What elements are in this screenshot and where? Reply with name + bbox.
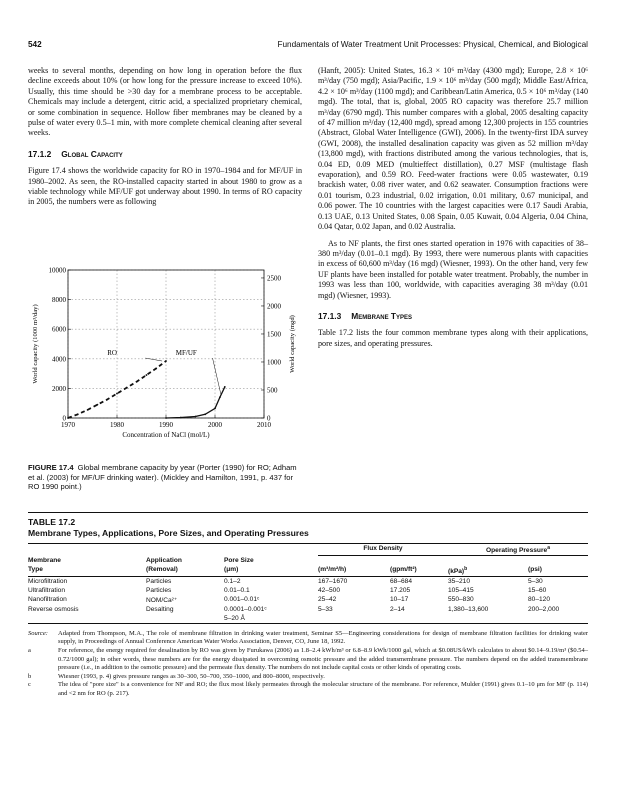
- table-row: Ultrafiltration Particles 0.01–0.1 42–500 17.205 105–415 15–60: [28, 586, 547, 594]
- data-point: [116, 393, 118, 395]
- right-paragraph-1: (Hanft, 2005): United States, 16.3 × 10⁶ m³/day (4300 mgd); Europe, 2.8 × 10⁶ m³/day (750 mgd); Asia/Pacific, 1.9 × 10⁶ m³/day (500 mgd); Middle East/Africa, 4.2 × 10⁶ m³/day (1100 mgd); and Caribbean/Latin America, 0.5 × 10⁶ m³/day (140 mgd). The total, that is, global, 2005 RO capacity was therefore 25.7 million m³/day (6790 mgd). This number compares with a global, 2005 desalting capacity of 47 million m³/day (12,400 mgd), spread among 12,300 projects in 155 countries (Abstract, Global Water Intelligence (GWI), 2006). In the twenty-first IDA survey (GWI, 2008), the installed desalination capacity was given as 52 million m³/day (13,800 mgd), with fractions distributed among the various technologies, that is, 0.04 ED, 0.09 MED (multieffect distillation), 0.27 MSF (multistage flash evaporation), and 0.59 RO. Feed-water fractions were 0.05 wastewater, 0.19 brackish water, 0.08 river water, and 0.62 seawater. Consumption fractions were 0.01 tourism, 0.23 industrial, 0.02 irrigation, 0.01 military, 0.67 municipal, and 0.06 power. The 10 countries with the largest capacities were 0.17 Saudi Arabia, 0.13 UAE, 0.13 United States, 0.08 Spain, 0.05 Kuwait, 0.04 Algeria, 0.04 China, 0.04 Qatar, 0.02 Japan, and 0.02 Australia.: [318, 66, 588, 232]
- table-row: Nanofiltration NOM/Ca²⁺ 0.001–0.01ᶜ 25–42 10–17 550–830 80–120: [28, 595, 551, 604]
- y-axis-label-left: World capacity (1000 m³/day): [32, 304, 39, 384]
- col-header-type: Type: [28, 565, 43, 573]
- left-paragraph-1: weeks to several months, depending on how long in operation before the flux decline exceeds about 10% (or how long for the pressure increase to exceed 10%). Usually, this time should be >30 day for a membrane process to be acceptable. Chemicals may include a detergent, citric acid, a specialized proprietary chemical, or some combination in sequence. Hollow fiber membranes may be cleaned by a pulse of water every 0.5–1 min, with more complete chemical cleaning after several weeks.: [28, 66, 302, 138]
- y-tick-label-right: 2500: [267, 274, 281, 283]
- y-tick-label-left: 10000: [48, 266, 66, 275]
- col-header-removal: (Removal): [146, 565, 178, 573]
- data-point: [87, 409, 89, 411]
- y-tick-label-right: 0: [267, 414, 271, 423]
- table-note: b Wiesner (1993, p. 4) gives pressure ranges as 30–300, 50–700, 350–1000, and 800–8000, respectively.: [28, 672, 325, 680]
- table-label: TABLE 17.2: [28, 517, 76, 527]
- data-point: [204, 413, 206, 415]
- section-number: 17.1.3: [318, 310, 342, 321]
- section-title: Global Capacity: [61, 148, 123, 159]
- data-point: [136, 381, 138, 383]
- data-point: [97, 404, 99, 406]
- data-point: [214, 407, 216, 409]
- y-tick-label-right: 2000: [267, 302, 281, 311]
- col-header-kpa: (kPa)$^b$: [448, 565, 468, 575]
- data-point: [67, 417, 69, 419]
- section-title: Membrane Types: [351, 310, 413, 321]
- x-tick-label: 2000: [208, 421, 222, 429]
- figure-label: FIGURE 17.4: [28, 463, 74, 472]
- membrane-table: [28, 544, 588, 624]
- data-point: [195, 416, 197, 418]
- y-tick-label-left: 6000: [52, 325, 66, 334]
- col-header-flux-us: (gpm/ft²): [390, 565, 417, 573]
- data-point: [126, 387, 128, 389]
- section-number: 17.1.2: [28, 148, 52, 159]
- col-header-flux-si: (m³/m²/h): [318, 565, 347, 573]
- figure-caption: [28, 463, 302, 492]
- y-tick-label-left: 0: [62, 414, 66, 423]
- table-title: Membrane Types, Applications, Pore Sizes, and Operating Pressures: [28, 528, 309, 538]
- col-header-pore-unit: (μm): [224, 565, 239, 573]
- page-number: 542: [28, 40, 42, 49]
- col-header-application: Application: [146, 556, 182, 564]
- y-tick-label-left: 4000: [52, 355, 66, 364]
- capacity-chart: [28, 262, 308, 462]
- table-notes: [28, 630, 588, 699]
- y-tick-label-left: 8000: [52, 296, 66, 305]
- table-row: Microfiltration Particles 0.1–2 167–1670 68–684 35–210 5–30: [28, 577, 543, 585]
- data-point: [165, 360, 167, 362]
- series-label-ro: RO: [107, 349, 117, 358]
- table-note: a For reference, the energy required for desalination by RO was given by Furukawa (2006) as 1.8–2.4 kWh/m³ or 6.8–8.9 kWh/1000 gal, which at $0.08US/kWh calculates to about $0.14–9.19/m³ ($0.54–0.72/1000 gal); in other words, these numbers are for the energy dissipated in overcoming osmotic pressure and the added transmembrane pressure. The numbers depend on the added transmembrane pressure (i.e., in addition to the osmotic pressure) and the permeate flux density. The numbers do not include capital costs or other kinds of operating costs.: [28, 647, 588, 672]
- data-point: [224, 386, 226, 388]
- table-17-2: [28, 512, 588, 699]
- table-row-continuation: 5–20 Å: [28, 614, 588, 624]
- y-tick-label-right: 1500: [267, 330, 281, 339]
- left-column: [28, 66, 302, 214]
- table-row: Reverse osmosis Desalting 0.0001–0.001ᶜ 5–33 2–14 1,380–13,600 200–2,000: [28, 605, 560, 613]
- y-axis-label-right: World capacity (mgd): [289, 315, 296, 373]
- right-column: [318, 66, 588, 355]
- data-point: [165, 417, 167, 419]
- y-tick-label-right: 1000: [267, 358, 281, 367]
- data-point: [77, 413, 79, 415]
- running-title: Fundamentals of Water Treatment Unit Processes: Physical, Chemical, and Biological: [277, 40, 588, 49]
- data-point: [155, 368, 157, 370]
- x-axis-label: Concentration of NaCl (mol/L): [122, 431, 210, 439]
- data-point: [180, 417, 182, 419]
- section-heading-global-capacity: [28, 149, 302, 159]
- x-tick-label: 2010: [257, 421, 271, 429]
- left-paragraph-2: Figure 17.4 shows the worldwide capacity for RO in 1970–1984 and for MF/UF in 1980–2002. As seen, the RO-installed capacity started in about 1980 to grow as a viable technology while MF/UF got underway about 1990. In terms of RO capacity in 2005, the numbers were as following: [28, 166, 302, 207]
- y-tick-label-left: 2000: [52, 384, 66, 393]
- col-header-pore: Pore Size: [224, 556, 254, 564]
- series-line-mfuf: [166, 387, 225, 418]
- x-tick-label: 1990: [159, 421, 173, 429]
- right-paragraph-2: As to NF plants, the first ones started operation in 1976 with capacities of 38–380 m³/day (0.01–0.1 mgd). By 1993, there were numerous plants with capacities in excess of 60,600 m³/day (16 mgd) (Wiesner, 1993). On the other hand, very few UF plants have been installed for potable water treatment. Probably, the number in 1993 was less than 100, worldwide, with capacities averaging 38 m³/day (0.01 mgd) (Wiesner, 1993).: [318, 238, 588, 300]
- col-header-psi: (psi): [528, 565, 542, 573]
- table-top-rule: [28, 512, 588, 513]
- col-header-membrane: Membrane: [28, 556, 61, 564]
- series-label-leader: [213, 358, 221, 394]
- figure-caption-text: Global membrane capacity by year (Porter (1990) for RO; Adham et al. (2003) for MF/UF drinking water). (Mickley and Hamilton, 1991, p. 437 for RO 1990 point.): [28, 463, 297, 492]
- flux-group-header: Flux Density: [318, 544, 448, 556]
- x-tick-label: 1970: [61, 421, 75, 429]
- series-label-mfuf: MF/UF: [175, 349, 197, 358]
- table-note: Source: Adapted from Thompson, M.A., The role of membrane filtration in drinking water treatment, Seminar S5—Engineering considerations for design of membrane filtration facilities for drinking water supply, in Proceedings of Annual Conference American Water Works Association, Denver, CO, June 18, 1992.: [28, 629, 588, 646]
- x-tick-label: 1980: [110, 421, 124, 429]
- pressure-group-header: Operating Pressure$^a$: [448, 544, 588, 556]
- y-tick-label-right: 500: [267, 386, 278, 395]
- data-point: [219, 396, 221, 398]
- table-note: c The idea of "pore size" is a convenience for NF and RO; the flux most likely permeates through the molecular structure of the membrane. For reference, Mulder (1991) gives 0.1–10 μm for MF (p. 114) and <2 nm for RO (p. 217).: [28, 681, 588, 698]
- right-paragraph-3: Table 17.2 lists the four common membrane types along with their applications, pore sizes, and operating pressures.: [318, 328, 588, 348]
- data-point: [106, 399, 108, 401]
- section-heading-membrane-types: [318, 311, 588, 321]
- data-point: [146, 374, 148, 376]
